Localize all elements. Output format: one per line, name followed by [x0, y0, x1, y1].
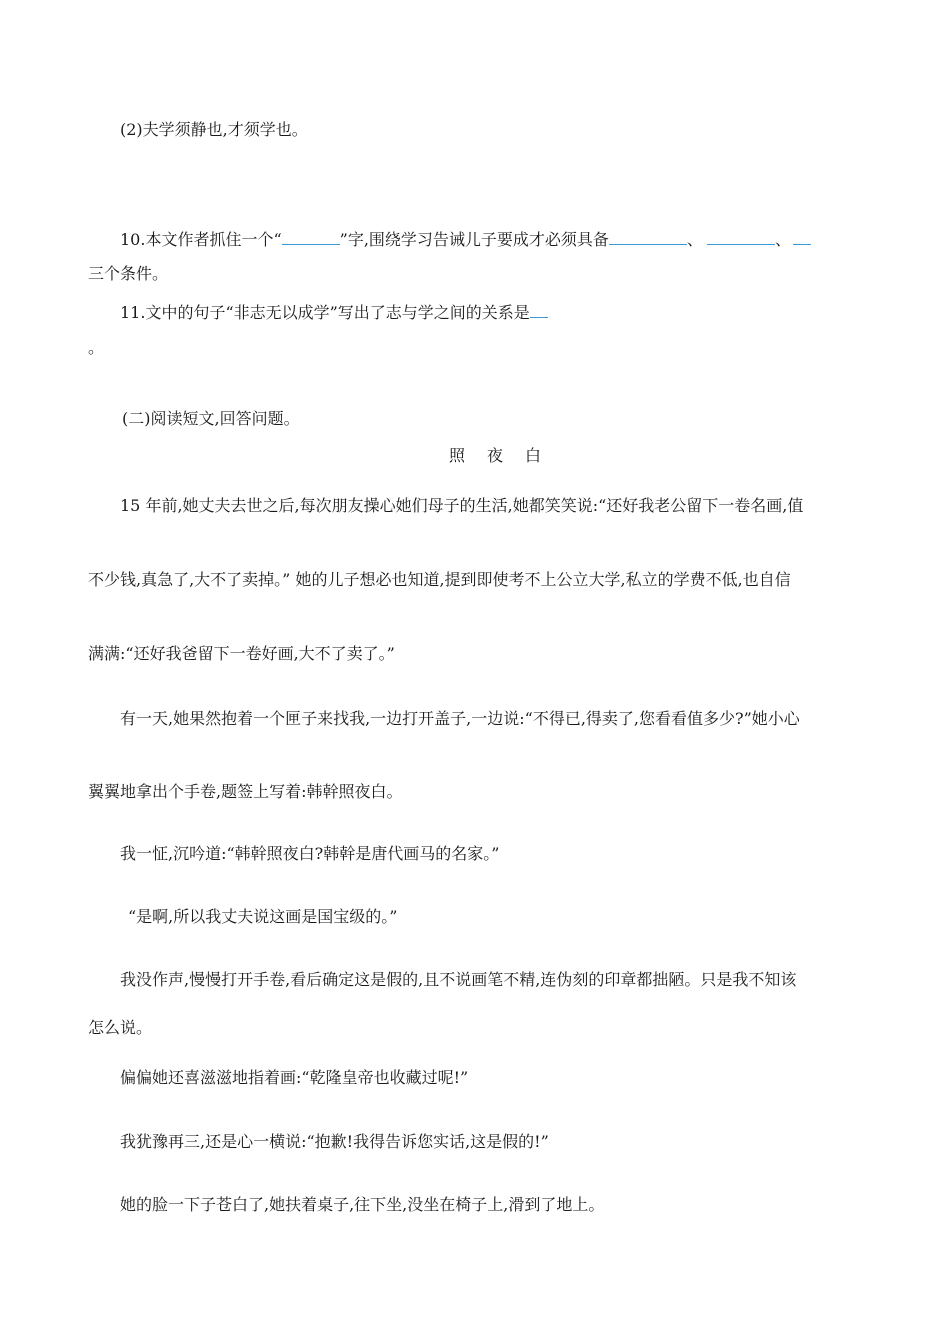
- answer-blank-condition-2[interactable]: [707, 228, 775, 245]
- paragraph-8: 她的脸一下子苍白了,她扶着桌子,往下坐,没坐在椅子上,滑到了地上。: [120, 1195, 605, 1214]
- separator: 、: [774, 230, 791, 249]
- paragraph-3: 我一怔,沉吟道:“韩幹照夜白?韩幹是唐代画马的名家。”: [120, 844, 500, 863]
- paragraph-1-line-2: 不少钱,真急了,大不了卖掉。” 她的儿子想必也知道,提到即使考不上公立大学,私立的学费不低,也自信: [88, 570, 791, 589]
- paragraph-7: 我犹豫再三,还是心一横说:“抱歉!我得告诉您实话,这是假的!”: [120, 1132, 549, 1151]
- paragraph-5-line-2: 怎么说。: [88, 1018, 153, 1037]
- paragraph-4: “是啊,所以我丈夫说这画是国宝级的。”: [128, 907, 398, 926]
- question-11-continuation: 。: [88, 338, 105, 357]
- story-title: [449, 446, 541, 466]
- paragraph-6: 偏偏她还喜滋滋地指着画:“乾隆皇帝也收藏过呢!”: [120, 1068, 469, 1087]
- paragraph-2-line-1: 有一天,她果然抱着一个匣子来找我,一边打开盖子,一边说:“不得已,得卖了,您看看值多少?”她小心: [120, 709, 800, 728]
- question-9-part-2: (2)夫学须静也,才须学也。: [120, 120, 308, 139]
- paragraph-1-line-1: 15 年前,她丈夫去世之后,每次朋友操心她们母子的生活,她都笑笑说:“还好我老公留下一卷名画,值: [120, 496, 804, 515]
- question-10-continuation: 三个条件。: [88, 264, 169, 283]
- question-11-text: 11.文中的句子“非志无以成学”写出了志与学之间的关系是: [120, 303, 530, 322]
- answer-blank-condition-1[interactable]: [609, 228, 687, 245]
- paragraph-5-line-1: 我没作声,慢慢打开手卷,看后确定这是假的,且不说画笔不精,连伪刻的印章都拙陋。只是我不知该: [120, 970, 797, 989]
- question-10-prefix: 10.本文作者抓住一个“: [120, 230, 282, 249]
- paragraph-1-line-3: 满满:“还好我爸留下一卷好画,大不了卖了。”: [88, 644, 395, 663]
- section-heading: (二)阅读短文,回答问题。: [122, 409, 300, 428]
- story-title-char: 夜: [487, 446, 504, 465]
- separator: 、: [686, 230, 703, 249]
- story-title-char: 照: [449, 446, 466, 465]
- answer-blank-relation[interactable]: [530, 301, 548, 318]
- question-10: [120, 228, 811, 250]
- story-title-char: 白: [525, 446, 542, 465]
- question-11: [120, 301, 548, 323]
- answer-blank-condition-3[interactable]: [793, 228, 811, 245]
- answer-blank-keyword[interactable]: [282, 228, 340, 245]
- paragraph-2-line-2: 翼翼地拿出个手卷,题签上写着:韩幹照夜白。: [88, 782, 403, 801]
- question-10-mid: ”字,围绕学习告诫儿子要成才必须具备: [339, 230, 609, 249]
